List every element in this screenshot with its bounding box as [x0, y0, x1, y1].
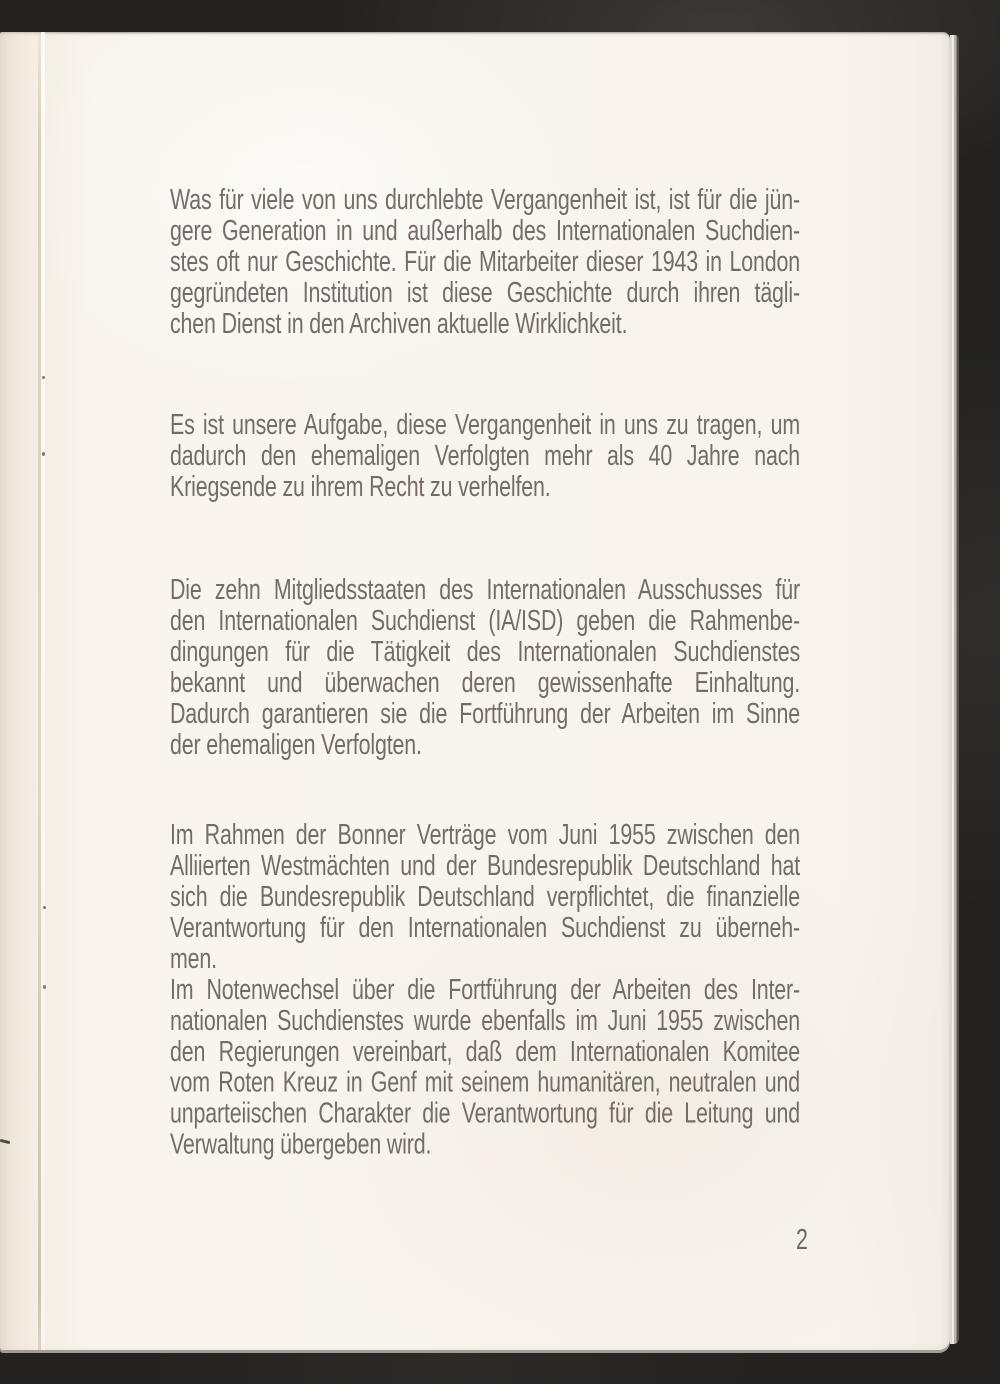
scan-artifact-speck [43, 906, 46, 909]
page-crease-highlight [41, 32, 45, 1350]
text-line: Es ist unsere Aufgabe, diese Vergangenheit in uns zu tragen, um [170, 408, 800, 441]
text-line: Im Rahmen der Bonner Verträge vom Juni 1955 zwischen den [170, 818, 800, 851]
text-line: stes oft nur Geschichte. Für die Mitarbeiter dieser 1943 in London [170, 245, 800, 278]
text-line: Was für viele von uns durchlebte Vergangenheit ist, ist für die jün- [170, 183, 800, 216]
text-line: der ehemaligen Verfolgten. [170, 728, 422, 761]
scan-artifact-speck [43, 985, 46, 989]
text-line: Im Notenwechsel über die Fortführung der Arbeiten des Inter- [170, 973, 800, 1006]
text-line: gere Generation in und außerhalb des Internationalen Suchdien- [170, 214, 800, 247]
text-line: gegründeten Institution ist diese Geschichte durch ihren tägli- [170, 276, 800, 309]
text-line: vom Roten Kreuz in Genf mit seinem humanitären, neutralen und [170, 1066, 800, 1099]
text-line: Kriegsende zu ihrem Recht zu verhelfen. [170, 470, 551, 503]
text-line: dingungen für die Tätigkeit des Internationalen Suchdienstes [170, 635, 800, 668]
text-column [170, 32, 800, 1350]
text-line: den Regierungen vereinbart, daß dem Internationalen Komitee [170, 1035, 800, 1068]
scan-artifact-speck [42, 376, 45, 379]
text-line: men. [170, 942, 217, 975]
text-line: unparteiischen Charakter die Verantwortung für die Leitung und [170, 1097, 800, 1130]
text-line: nationalen Suchdienstes wurde ebenfalls im Juni 1955 zwischen [170, 1004, 800, 1037]
page-crease-line [38, 32, 41, 1350]
paragraph [170, 575, 800, 761]
text-line: chen Dienst in den Archiven aktuelle Wirklichkeit. [170, 307, 628, 340]
text-line: Die zehn Mitgliedsstaaten des Internationalen Ausschusses für [170, 573, 800, 606]
paragraph [170, 185, 800, 340]
text-line: Dadurch garantieren sie die Fortführung der Arbeiten im Sinne [170, 697, 800, 730]
paragraph [170, 820, 800, 1160]
book-page [0, 32, 950, 1350]
text-line: Verantwortung für den Internationalen Suchdienst zu überneh- [170, 911, 800, 944]
text-line: dadurch den ehemaligen Verfolgten mehr als 40 Jahre nach [170, 439, 800, 472]
text-line: sich die Bundesrepublik Deutschland verpflichtet, die finanzielle [170, 880, 800, 913]
page-edge-stack [950, 35, 959, 1344]
page-number: 2 [796, 1223, 808, 1256]
page-gutter-shadow [0, 32, 95, 1350]
text-line: Verwaltung übergeben wird. [170, 1128, 432, 1161]
paragraph [170, 410, 800, 503]
text-line: Alliierten Westmächten und der Bundesrepublik Deutschland hat [170, 849, 800, 882]
text-line: bekannt und überwachen deren gewissenhafte Einhaltung. [170, 666, 800, 699]
text-line: den Internationalen Suchdienst (IA/ISD) geben die Rahmenbe- [170, 604, 800, 637]
scan-artifact-speck [42, 452, 45, 456]
